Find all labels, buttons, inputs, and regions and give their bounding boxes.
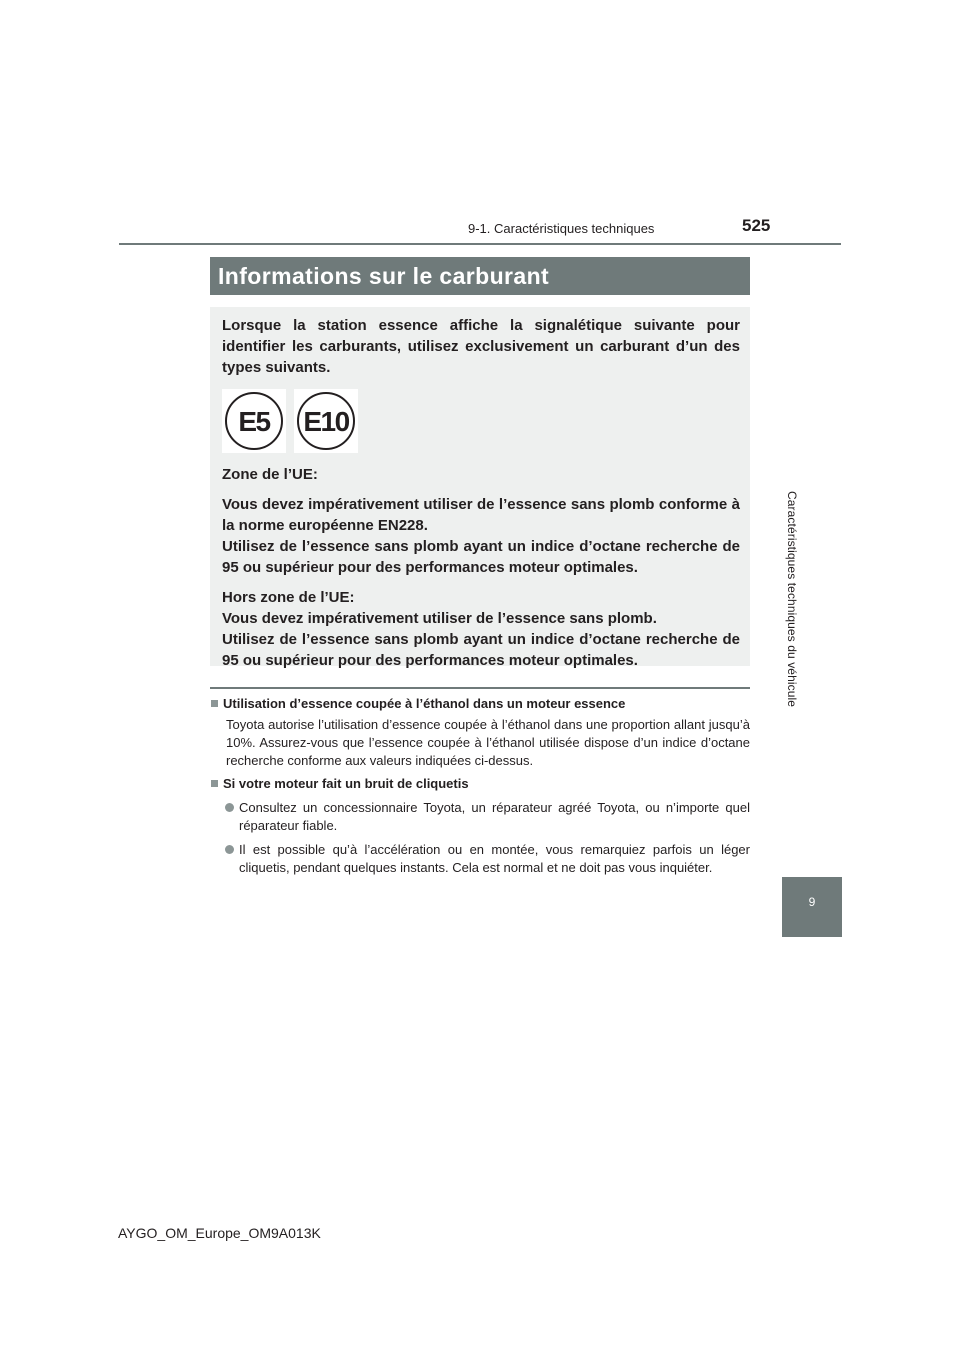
header-rule bbox=[119, 243, 841, 245]
chapter-side-label: Caractéristiques techniques du véhicule bbox=[785, 490, 799, 708]
knock-note-heading-text: Si votre moteur fait un bruit de cliquetis bbox=[223, 776, 469, 791]
list-item bbox=[225, 799, 750, 835]
content-rule bbox=[210, 687, 750, 689]
fuel-intro-text: Lorsque la station essence affiche la signalétique suivante pour identifier les carburants, utilisez exclusivement un carburant d’un des types suivants. bbox=[222, 317, 740, 376]
eu-zone-octane: Utilisez de l’essence sans plomb ayant un indice d’octane recherche de 95 ou supérieur pour des performances moteur optimales. bbox=[222, 538, 740, 576]
eu-zone-heading: Zone de l’UE: bbox=[222, 466, 318, 483]
e5-badge-label: E5 bbox=[225, 392, 283, 450]
e5-badge bbox=[222, 389, 286, 453]
header-section-title: 9-1. Caractéristiques techniques bbox=[468, 221, 655, 236]
non-eu-zone-octane: Utilisez de l’essence sans plomb ayant un indice d’octane recherche de 95 ou supérieur pour des performances moteur optimales. bbox=[222, 631, 740, 669]
eu-zone-requirement: Vous devez impérativement utiliser de l’essence sans plomb conforme à la norme européenne EN228. bbox=[222, 496, 740, 534]
ethanol-note-heading-text: Utilisation d’essence coupée à l’éthanol dans un moteur essence bbox=[223, 696, 626, 711]
footer-document-code: AYGO_OM_Europe_OM9A013K bbox=[118, 1225, 321, 1241]
e10-badge bbox=[294, 389, 358, 453]
list-item-text: Consultez un concessionnaire Toyota, un réparateur agréé Toyota, ou n’importe quel réparateur fiable. bbox=[239, 800, 750, 833]
list-item bbox=[225, 841, 750, 877]
chapter-tab-number: 9 bbox=[808, 895, 816, 909]
fuel-info-box bbox=[210, 307, 750, 669]
page-number: 525 bbox=[742, 216, 771, 235]
notes-section bbox=[211, 695, 750, 877]
round-bullet-icon bbox=[225, 845, 234, 854]
ethanol-note-text: Toyota autorise l’utilisation d’essence coupée à l’éthanol dans une proportion allant jusqu’à 10%. Assurez-vous que l’essence coupée à l’éthanol utilisée dispose d’un indice d’octane recherche conforme aux valeurs indiquées ci-dessus. bbox=[226, 717, 750, 768]
non-eu-zone-requirement: Vous devez impérativement utiliser de l’essence sans plomb. bbox=[222, 610, 657, 627]
square-bullet-icon bbox=[211, 780, 218, 787]
round-bullet-icon bbox=[225, 803, 234, 812]
e10-badge-label: E10 bbox=[297, 392, 355, 450]
square-bullet-icon bbox=[211, 700, 218, 707]
list-item-text: Il est possible qu’à l’accélération ou en montée, vous remarquiez parfois un léger cliquetis, pendant quelques instants. Cela est normal et ne doit pas vous inquiéter. bbox=[239, 842, 750, 875]
knock-note-heading bbox=[211, 775, 750, 793]
ethanol-note-heading bbox=[211, 695, 750, 713]
page-title: Informations sur le carburant bbox=[210, 257, 750, 295]
chapter-tab bbox=[782, 877, 842, 937]
non-eu-zone-heading: Hors zone de l’UE: bbox=[222, 589, 355, 606]
fuel-badges bbox=[222, 389, 740, 454]
